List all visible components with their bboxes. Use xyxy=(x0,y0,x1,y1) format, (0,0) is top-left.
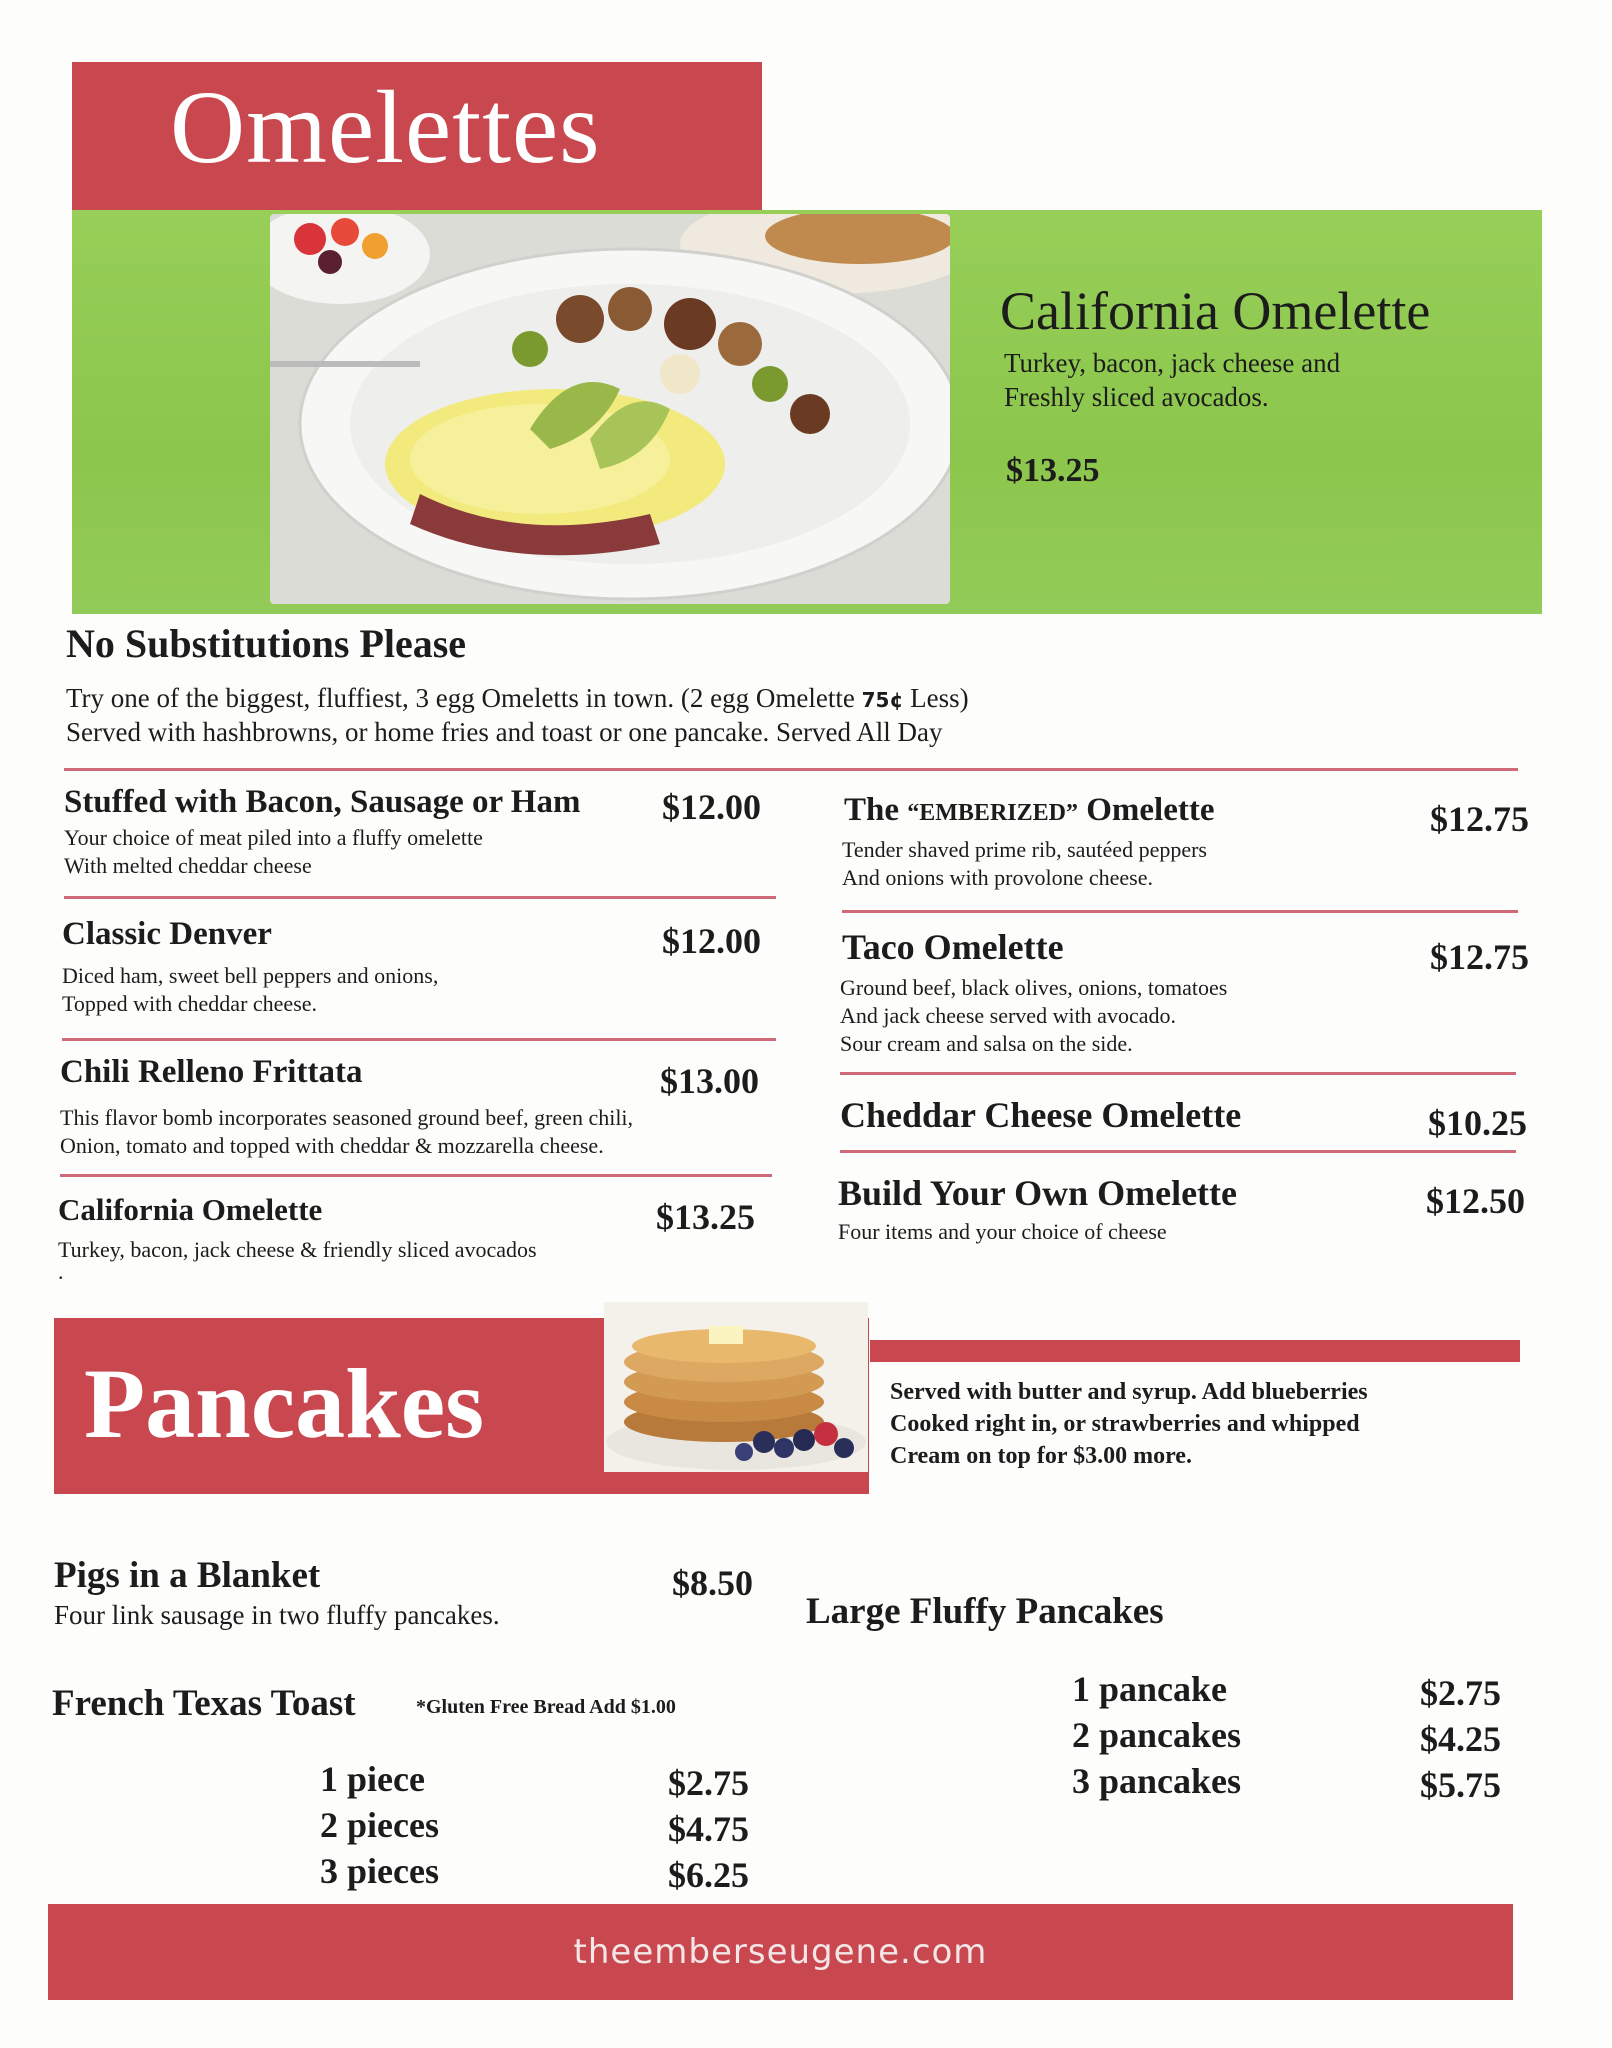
menu-item-name: Cheddar Cheese Omelette xyxy=(840,1095,1242,1135)
intro-discount: 75¢ xyxy=(861,688,904,712)
menu-item-desc: Onion, tomato and topped with cheddar & mozzarella cheese. xyxy=(60,1133,604,1158)
divider xyxy=(842,910,1518,913)
menu-item-name: Chili Relleno Frittata xyxy=(60,1054,363,1090)
menu-item-desc: Topped with cheddar cheese. xyxy=(62,991,318,1016)
divider xyxy=(60,1174,772,1177)
intro-line: Served with hashbrowns, or home fries and toast or one pancake. Served All Day xyxy=(66,717,943,747)
menu-item-desc: Four items and your choice of cheese xyxy=(838,1219,1167,1244)
menu-item-name: Pigs in a Blanket xyxy=(54,1555,321,1596)
quantity-price: $4.75 xyxy=(668,1809,749,1849)
pancake-stack-image xyxy=(604,1302,868,1472)
menu-item-desc: With melted cheddar cheese xyxy=(64,853,312,878)
feature-desc-line: Freshly sliced avocados. xyxy=(1004,382,1269,412)
quantity-price: $2.75 xyxy=(1420,1673,1501,1713)
quantity-price: $6.25 xyxy=(668,1855,749,1895)
divider xyxy=(840,1150,1516,1153)
divider xyxy=(64,768,1518,771)
menu-item-price: $12.00 xyxy=(662,921,761,961)
feature-item-name: California Omelette xyxy=(1000,281,1431,341)
menu-item-desc: Turkey, bacon, jack cheese & friendly sliced avocados xyxy=(58,1237,537,1262)
menu-item-price: $12.75 xyxy=(1430,937,1529,977)
quantity-label: 1 piece xyxy=(320,1759,425,1799)
menu-item-name: California Omelette xyxy=(58,1192,323,1227)
menu-item-desc: Sour cream and salsa on the side. xyxy=(840,1031,1133,1056)
menu-item-price: $13.25 xyxy=(656,1197,755,1237)
quantity-label: 3 pancakes xyxy=(1072,1761,1242,1801)
quantity-label: 1 pancake xyxy=(1072,1669,1228,1709)
quantity-label: 3 pieces xyxy=(320,1851,439,1891)
menu-item-desc: Four link sausage in two fluffy pancakes. xyxy=(54,1600,500,1630)
intro-line xyxy=(66,683,969,714)
feature-item-description xyxy=(1004,346,1340,414)
menu-item-desc: Ground beef, black olives, onions, tomatoes xyxy=(840,975,1228,1000)
omelettes-title: Omelettes xyxy=(170,70,601,185)
menu-item-name: Stuffed with Bacon, Sausage or Ham xyxy=(64,784,581,820)
quantity-label: 2 pancakes xyxy=(1072,1715,1242,1755)
feature-item-price: $13.25 xyxy=(1006,452,1100,489)
quantity-price: $5.75 xyxy=(1420,1765,1501,1805)
menu-item-price: $12.50 xyxy=(1426,1181,1525,1221)
menu-item-name: Classic Denver xyxy=(62,916,272,952)
menu-item-desc: Tender shaved prime rib, sautéed peppers xyxy=(842,837,1207,862)
menu-item-name: Large Fluffy Pancakes xyxy=(806,1591,1164,1632)
menu-item-price: $8.50 xyxy=(672,1563,753,1603)
quantity-price: $4.25 xyxy=(1420,1719,1501,1759)
divider xyxy=(64,896,776,899)
menu-item-name: Build Your Own Omelette xyxy=(838,1173,1238,1213)
no-substitutions-heading: No Substitutions Please xyxy=(66,621,467,666)
menu-item-name xyxy=(844,792,1214,829)
item-name-part: The xyxy=(844,792,908,828)
menu-item-desc: Your choice of meat piled into a fluffy omelette xyxy=(64,825,483,850)
menu-item-price: $13.00 xyxy=(660,1061,759,1101)
divider xyxy=(840,1072,1516,1075)
menu-item-price: $12.75 xyxy=(1430,799,1529,839)
quantity-price: $2.75 xyxy=(668,1763,749,1803)
california-omelette-photo xyxy=(270,214,950,604)
menu-item-desc: And onions with provolone cheese. xyxy=(842,865,1153,890)
feature-desc-line: Turkey, bacon, jack cheese and xyxy=(1004,348,1341,378)
quantity-label: 2 pieces xyxy=(320,1805,439,1845)
omelette-plate-image xyxy=(270,214,950,604)
pancakes-note-line: Cream on top for $3.00 more. xyxy=(890,1443,1192,1469)
menu-item-price: $10.25 xyxy=(1428,1103,1527,1143)
menu-item-price: $12.00 xyxy=(662,787,761,827)
intro-text: Less) xyxy=(903,683,969,713)
divider xyxy=(62,1038,776,1041)
pancakes-header-strip xyxy=(870,1340,1520,1362)
pancakes-note-line: Cooked right in, or strawberries and whipped xyxy=(890,1411,1360,1437)
menu-item-name: Taco Omelette xyxy=(842,927,1064,967)
website-link[interactable]: theemberseugene.com xyxy=(573,1932,988,1972)
item-name-part: Omelette xyxy=(1077,792,1215,828)
gluten-free-note: *Gluten Free Bread Add $1.00 xyxy=(416,1696,676,1718)
menu-item-desc: . xyxy=(58,1259,64,1284)
menu-item-name: French Texas Toast xyxy=(52,1683,356,1724)
menu-item-desc: And jack cheese served with avocado. xyxy=(840,1003,1176,1028)
pancakes-photo xyxy=(604,1302,868,1472)
menu-item-desc: Diced ham, sweet bell peppers and onions, xyxy=(62,963,439,988)
pancakes-title: Pancakes xyxy=(84,1348,484,1459)
menu-item-desc: This flavor bomb incorporates seasoned ground beef, green chili, xyxy=(60,1105,634,1130)
item-name-part: “EMBERIZED” xyxy=(907,800,1078,826)
intro-text: Try one of the biggest, fluffiest, 3 egg Omeletts in town. (2 egg Omelette xyxy=(66,683,862,713)
pancakes-note xyxy=(890,1376,1368,1472)
pancakes-note-line: Served with butter and syrup. Add blueberries xyxy=(890,1379,1368,1405)
